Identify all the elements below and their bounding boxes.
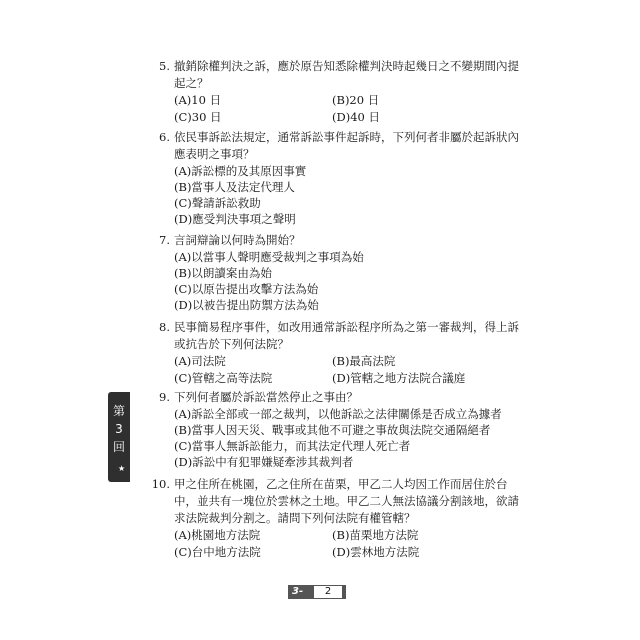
question-text-line: 撤銷除權判決之訴，應於原告知悉除權判決時起幾日之不變期間內提 <box>174 59 519 73</box>
question-text-line: 民事簡易程序事件，如改用通常訴訟程序所為之第一審裁判，得上訴 <box>174 320 519 334</box>
option-a: (A)訴訟全部或一部之裁判，以他訴訟之法律關係是否成立為據者 <box>174 407 502 421</box>
option-a: (A)10 日 <box>174 93 222 107</box>
option-d: (D)訴訟中有犯罪嫌疑牽涉其裁判者 <box>174 455 354 469</box>
question-text-line: 甲之住所在桃園，乙之住所在苗栗，甲乙二人均因工作而居住於台 <box>174 477 508 491</box>
option-a: (A)訴訟標的及其原因事實 <box>174 164 307 178</box>
question-text-line: 求法院裁判分割之。請問下列何法院有權管轄？ <box>174 511 416 525</box>
option-c: (C)以原告提出攻擊方法為始 <box>174 282 319 296</box>
chapter-side-tab <box>108 392 130 482</box>
option-c: (C)聲請訴訟救助 <box>174 196 261 210</box>
side-tab-char: 3 <box>115 422 123 436</box>
option-a: (A)司法院 <box>174 354 226 368</box>
question-text-line: 應表明之事項？ <box>174 147 255 161</box>
option-b: (B)當事人及法定代理人 <box>174 180 295 194</box>
option-b: (B)當事人因天災、戰事或其他不可避之事故與法院交通隔絕者 <box>174 423 491 437</box>
option-a: (A)桃園地方法院 <box>174 528 261 542</box>
star-icon: ★ <box>118 464 126 473</box>
option-b: (B)苗栗地方法院 <box>332 528 419 542</box>
option-b: (B)最高法院 <box>332 354 396 368</box>
option-d: (D)以被告提出防禦方法為始 <box>174 298 319 312</box>
question-text-line: 中，並共有一塊位於雲林之土地。甲乙二人無法協議分割該地，欲請 <box>174 494 519 508</box>
option-d: (D)40 日 <box>332 110 380 124</box>
question-number: 7. <box>159 233 170 247</box>
question-number: 8. <box>159 320 170 334</box>
question-number: 5. <box>159 59 170 73</box>
question-text-line: 起之？ <box>174 76 209 90</box>
question-number: 6. <box>159 130 170 144</box>
chapter-label: 3- <box>292 586 304 597</box>
page-footer <box>288 585 346 599</box>
question-number: 9. <box>159 390 170 404</box>
option-d: (D)雲林地方法院 <box>332 545 420 559</box>
option-a: (A)以當事人聲明應受裁判之事項為始 <box>174 250 364 264</box>
question-text-line: 依民事訴訟法規定，通常訴訟事件起訴時，下列何者非屬於起訴狀內 <box>174 130 519 144</box>
option-d: (D)應受判決事項之聲明 <box>174 212 296 226</box>
option-b: (B)以朗讀案由為始 <box>174 266 272 280</box>
option-c: (C)當事人無訴訟能力，而其法定代理人死亡者 <box>174 439 411 453</box>
question-text-line: 言詞辯論以何時為開始？ <box>174 233 301 247</box>
option-b: (B)20 日 <box>332 93 380 107</box>
page-number: 2 <box>314 586 342 598</box>
option-c: (C)30 日 <box>174 110 222 124</box>
option-d: (D)管轄之地方法院合議庭 <box>332 371 466 385</box>
option-c: (C)台中地方法院 <box>174 545 261 559</box>
side-tab-char: 回 <box>112 440 125 454</box>
question-text-line: 下列何者屬於訴訟當然停止之事由？ <box>174 390 358 404</box>
side-tab-char: 第 <box>112 404 125 418</box>
question-number: 10. <box>151 477 170 491</box>
option-c: (C)管轄之高等法院 <box>174 371 273 385</box>
question-text-line: 或抗告於下列何法院？ <box>174 337 289 351</box>
